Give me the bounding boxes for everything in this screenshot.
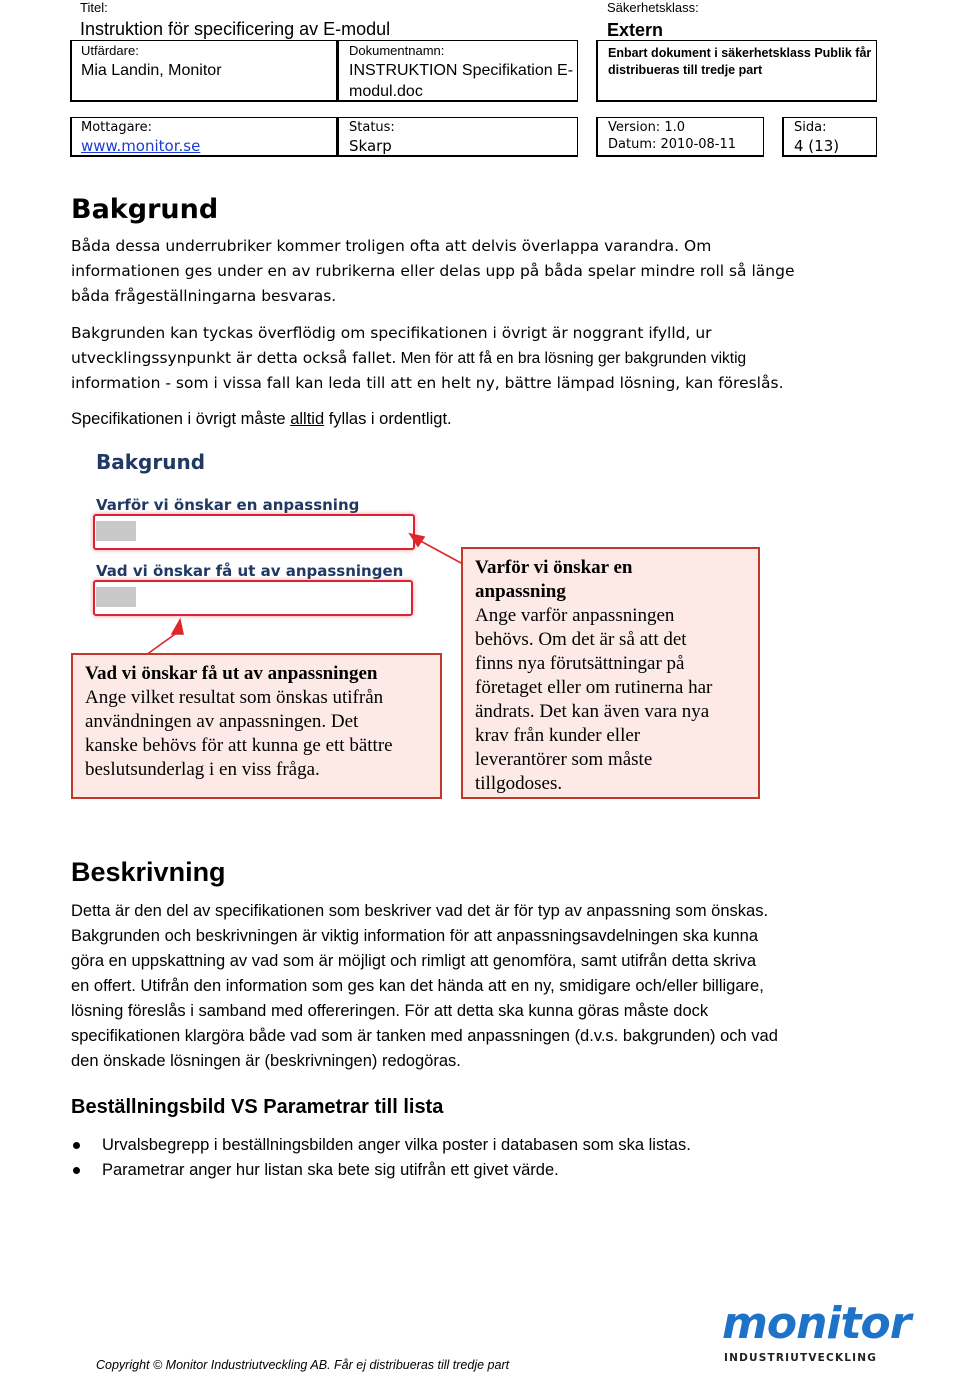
text-line: Bakgrunden kan tyckas överflödig om specifikationen i övrigt är noggrant ifylld, ur [71, 324, 712, 342]
callout-line: Ange vilket resultat som önskas utifrån [85, 687, 384, 708]
logo-subtitle: INDUSTRIUTVECKLING [724, 1352, 878, 1364]
issuer-label: Utfärdare: [81, 43, 139, 58]
bullet-list [71, 1133, 891, 1183]
logo-word: monitor [722, 1298, 911, 1349]
callout-line: ändrats. Det kan även vara nya [475, 701, 710, 722]
text-line: en offert. Utifrån den information som ges kan det hända att en ny, smidigare och/eller billigare, [71, 977, 764, 995]
status-value: Skarp [349, 137, 392, 155]
footer-copyright: Copyright © Monitor Industriutveckling AB. Får ej distribueras till tredje part [96, 1358, 510, 1372]
docname-line2: modul.doc [349, 83, 423, 100]
text-line: specifikationen klargöra både vad som är tanken med anpassningen (d.v.s. bakgrunden) och vad [71, 1027, 778, 1045]
text-line: Båda dessa underrubriker kommer troligen ofta att delvis överlappa varandra. Om [71, 237, 712, 255]
callout-line: företaget eller om rutinerna har [475, 677, 713, 698]
text-fragment: Specifikationen i övrigt måste [71, 410, 291, 428]
callout-line: leverantörer som måste [475, 749, 653, 770]
callout-what-we-want [71, 653, 442, 799]
text-line: Detta är den del av specifikationen som beskriver vad det är för typ av anpassning som önskas. [71, 902, 769, 920]
docname-label: Dokumentnamn: [349, 43, 445, 58]
text-line: Men för att få en bra lösning ger bakgrunden viktig [396, 350, 747, 367]
section-heading-order-screen: Beställningsbild VS Parametrar till lista [71, 1096, 444, 1118]
docname-line1: INSTRUKTION Specifikation E- [349, 62, 574, 79]
text-fragment: fyllas i ordentligt. [324, 410, 452, 428]
section-heading-beskrivning: Beskrivning [71, 857, 226, 887]
text-line: lösning föreslås i samband med offereringen. För att detta ska kunna göras måste dock [71, 1002, 709, 1020]
text-line: den önskade lösningen är (beskrivningen) redogöras. [71, 1052, 461, 1070]
callout-line: Ange varför anpassningen [475, 605, 675, 626]
screenshot-field2-label: Vad vi önskar få ut av anpassningen [96, 562, 404, 580]
monitor-logo [722, 1298, 911, 1366]
callout-line: användningen av anpassningen. Det [85, 711, 359, 732]
section-heading-bakgrund: Bakgrund [71, 194, 219, 225]
callout-title: Vad vi önskar få ut av anpassningen [85, 663, 378, 684]
text-line: Bakgrunden och beskrivningen är viktig information för att anpassningsavdelningen ska kunna [71, 927, 759, 945]
security-label: Säkerhetsklass: [607, 0, 699, 15]
list-item: Parametrar anger hur listan ska bete sig utifrån ett givet värde. [71, 1158, 891, 1183]
text-line: båda frågeställningarna besvaras. [71, 287, 337, 305]
text-line: göra en uppskattning av vad som är möjligt och rimligt att genomföra, samt utifrån detta skriva [71, 952, 757, 970]
callout-line: tillgodoses. [475, 773, 563, 794]
callout-title-line1: Varför vi önskar en [475, 557, 633, 578]
status-label: Status: [349, 120, 395, 135]
arrow-right-head [410, 534, 424, 546]
text-line: informationen ges under en av rubrikerna eller delas upp på båda spelar mindre roll så länge [71, 262, 795, 280]
recipient-link[interactable]: www.monitor.se [81, 137, 201, 155]
security-note-line1: Enbart dokument i säkerhetsklass Publik får [608, 46, 872, 60]
callout-line: krav från kunder eller [475, 725, 641, 746]
security-class: Extern [607, 20, 664, 40]
document-title: Instruktion för specificering av E-modul [80, 19, 391, 39]
recipient-label: Mottagare: [81, 120, 152, 135]
callout-why-we-want [461, 547, 760, 799]
security-note-line2: distribueras till tredje part [608, 63, 763, 77]
title-label: Titel: [80, 0, 108, 15]
callout-line: kanske behövs för att kunna ge ett bättre [85, 735, 393, 756]
page-number: 4 (13) [794, 137, 840, 155]
callout-line: behövs. Om det är så att det [475, 629, 687, 650]
arrow-left-line [146, 632, 178, 655]
paragraph-description [71, 899, 891, 1074]
text-line: utvecklingssynpunkt är detta också fallet. [71, 349, 397, 367]
screenshot-field1-label: Varför vi önskar en anpassning [96, 496, 360, 514]
callout-line: finns nya förutsättningar på [475, 653, 685, 674]
issuer-value: Mia Landin, Monitor [81, 62, 222, 79]
page-label: Sida: [794, 120, 827, 135]
version-value: Version: 1.0 [608, 120, 685, 135]
callout-title-line2: anpassning [475, 581, 566, 602]
arrow-left-head [172, 620, 183, 634]
text-line: information - som i vissa fall kan leda till att en helt ny, bättre lämpad lösning, kan föreslås. [71, 374, 784, 392]
callout-line: beslutsunderlag i en viss fråga. [85, 759, 320, 780]
emphasis-always: alltid [290, 410, 325, 428]
date-value: Datum: 2010-08-11 [608, 137, 737, 152]
screenshot-heading: Bakgrund [96, 450, 206, 474]
list-item: Urvalsbegrepp i beställningsbilden anger vilka poster i databasen som ska listas. [71, 1133, 891, 1158]
